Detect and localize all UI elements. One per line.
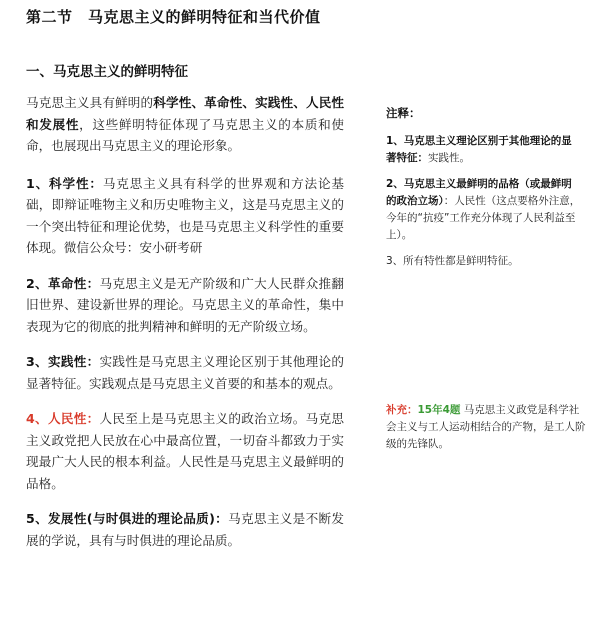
supplement-label: 补充： [386, 404, 418, 416]
feature-label: 1、科学性： [26, 175, 103, 191]
feature-item-practice [26, 351, 344, 394]
notes-panel [386, 105, 582, 279]
page-title: 第二节 马克思主义的鲜明特征和当代价值 [26, 8, 321, 26]
feature-item-revolution [26, 273, 344, 338]
feature-item-people [26, 408, 344, 494]
feature-text: 马克思主义是不断发展的学说，具有与时俱进的理论品质。 [26, 511, 345, 548]
feature-item-development [26, 508, 344, 551]
feature-label-red: 4、人民性： [26, 411, 100, 426]
feature-text: 实践性是马克思主义理论区别于其他理论的显著特征。实践观点是马克思主义首要的和基本的观点。 [26, 354, 345, 391]
feature-item-science [26, 173, 344, 259]
feature-label: 5、发展性(与时俱进的理论品质)： [26, 511, 229, 526]
feature-text: 马克思主义是无产阶级和广大人民群众推翻旧世界、建设新世界的理论。马克思主义的革命性，集中表现为它的彻底的批判精神和鲜明的无产阶级立场。 [26, 275, 345, 334]
section-heading: 一、马克思主义的鲜明特征 [26, 64, 188, 80]
supplement-text: 马克思主义政党是科学社会主义与工人运动相结合的产物，是工人阶级的先锋队。 [386, 404, 586, 450]
intro-suffix: ，这些鲜明特征体现了马克思主义的本质和使命，也展现出马克思主义的理论形象。 [26, 116, 345, 153]
feature-label: 3、实践性： [26, 354, 100, 369]
intro-bold: 科学性、革命性、实践性、人民性和发展性 [26, 95, 345, 132]
intro-paragraph [26, 92, 344, 157]
note-item-2-bold: 2、马克思主义最鲜明的品格（或最鲜明的政治立场） [386, 178, 572, 207]
note-item-2 [386, 176, 582, 244]
note-item-3: 3、所有特性都是鲜明特征。 [386, 255, 519, 267]
feature-text: 人民至上是马克思主义的政治立场。马克思主义政党把人民放在心中最高位置，一切奋斗都致力于实现最广大人民的根本利益。人民性是马克思主义最鲜明的品格。 [26, 411, 345, 491]
notes-title: 注释： [386, 106, 421, 120]
note-item-1 [386, 133, 582, 167]
supplement-note [386, 402, 586, 453]
note-item-2-rest: ：人民性（这点要格外注意，今年的“抗疫”工作充分体现了人民利益至上）。 [386, 195, 581, 241]
note-item-1-rest: 实践性。 [428, 152, 470, 164]
feature-text: 马克思主义具有科学的世界观和方法论基础，即辩证唯物主义和历史唯物主义，这是马克思主义的一个突出特征和理论优势，也是马克思主义科学性的重要体现。微信公众号：安小研考研 [26, 175, 345, 255]
feature-label: 2、革命性： [26, 275, 100, 291]
main-content [26, 92, 344, 565]
supplement-tag: 15年4题 [417, 404, 461, 416]
note-item-1-bold: 1、马克思主义理论区别于其他理论的显著特征： [386, 135, 572, 164]
intro-prefix: 马克思主义具有鲜明的 [26, 95, 154, 110]
